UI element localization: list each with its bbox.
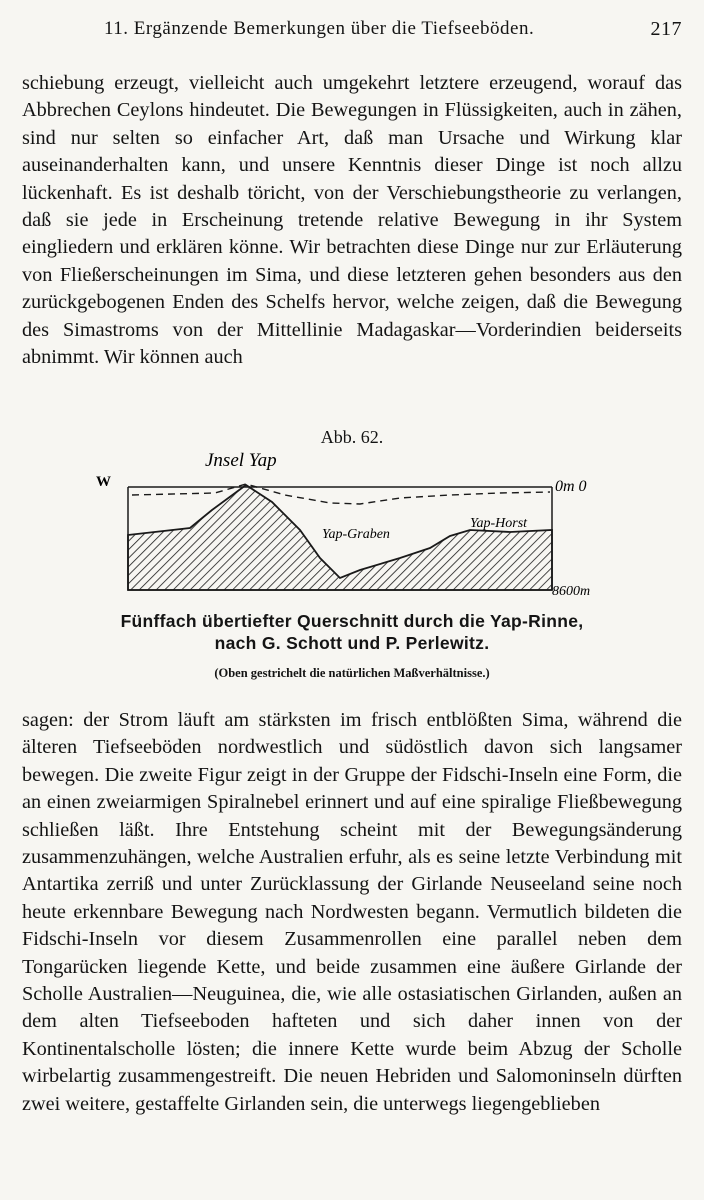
running-header xyxy=(22,18,682,46)
figure-number: Abb. 62. xyxy=(320,427,384,447)
graben-label: Yap-Graben xyxy=(322,527,390,542)
cross-section-figure xyxy=(0,440,704,610)
west-label: W xyxy=(96,474,111,490)
horst-label: Yap-Horst xyxy=(470,516,528,531)
figure-caption-line-1: Fünffach übertiefter Querschnitt durch die Yap-Rinne, xyxy=(120,611,584,631)
body-paragraph-2 xyxy=(22,707,682,1118)
figure-caption-line-2: nach G. Schott und P. Perlewitz. xyxy=(214,633,490,653)
paragraph-text: sagen: der Strom läuft am stärksten im frisch entblößten Sima, während die älteren Tiefseeböden nordwestlich und südöstlich davon sich langsamer bewegen. Die zweite Figur zeigt in der Gruppe der Fidschi-Inseln eine Form, die an einen zweiarmigen Spiralnebel erinnert und auf eine spiralige Fließbewegung schließen läßt. Ihre Entstehung scheint mit der Bewegungsänderung zusammenzuhängen, welche Australien erfuhr, als es seine letzte Verbindung mit Antartika zerriß und unter Zurücklassung der Girlande Neuseeland seine noch heute erkennbare Bewegung nach Nordwesten begann. Vermutlich bildeten die Fidschi-Inseln vor diesem Zusammenrollen eine parallel neben dem Tongarücken liegende Kette, und beide zusammen eine äußere Girlande der Scholle Australien—Neuguinea, die, wie alle ostasiatischen Girlanden, außen an dem alten Tiefseeboden hafteten und sich daher innen von der Kontinentalscholle lösten; die innere Kette wurde beim Abzug der Scholle wirbelartig zusammengestreift. Die neuen Hebriden und Salomoninseln dürften zwei weitere, gestaffelte Girlanden sein, die unterwegs liegengeblieben xyxy=(22,709,682,1115)
island-label: Jnsel Yap xyxy=(205,450,277,471)
chapter-title: 11. Ergänzende Bemerkungen über die Tiefseeböden. xyxy=(104,18,535,39)
depth-top-label: 0m 0 xyxy=(555,478,587,495)
depth-bottom-label: 8600m xyxy=(552,584,591,599)
figure-caption-note: (Oben gestrichelt die natürlichen Maßverhältnisse.) xyxy=(214,666,490,680)
paragraph-text: schiebung erzeugt, vielleicht auch umgekehrt letztere erzeugend, worauf das Abbrechen Ceylons hindeutet. Die Bewegungen in Flüssigkeiten, auch in zähen, sind nur selten so einfacher Art, daß man Ursache und Wirkung klar auseinanderhalten kann, und unsere Kenntnis dieser Dinge ist noch allzu lückenhaft. Es ist deshalb töricht, von der Verschiebungstheorie zu verlangen, daß sie jede in Erscheinung tretende relative Bewegung in ihr System eingliedern und erklären könne. Wir betrachten diese Dinge nur zur Erläuterung von Fließerscheinungen im Sima, und diese letzteren gehen besonders aus den zurückgebogenen Enden des Schelfs hervor, welche zeigen, daß die Bewegung des Simastroms von der Mittellinie Madagaskar—Vorderindien beiderseits abnimmt. Wir können auch xyxy=(22,72,682,369)
page-number: 217 xyxy=(650,18,682,40)
body-paragraph-1 xyxy=(22,70,682,371)
